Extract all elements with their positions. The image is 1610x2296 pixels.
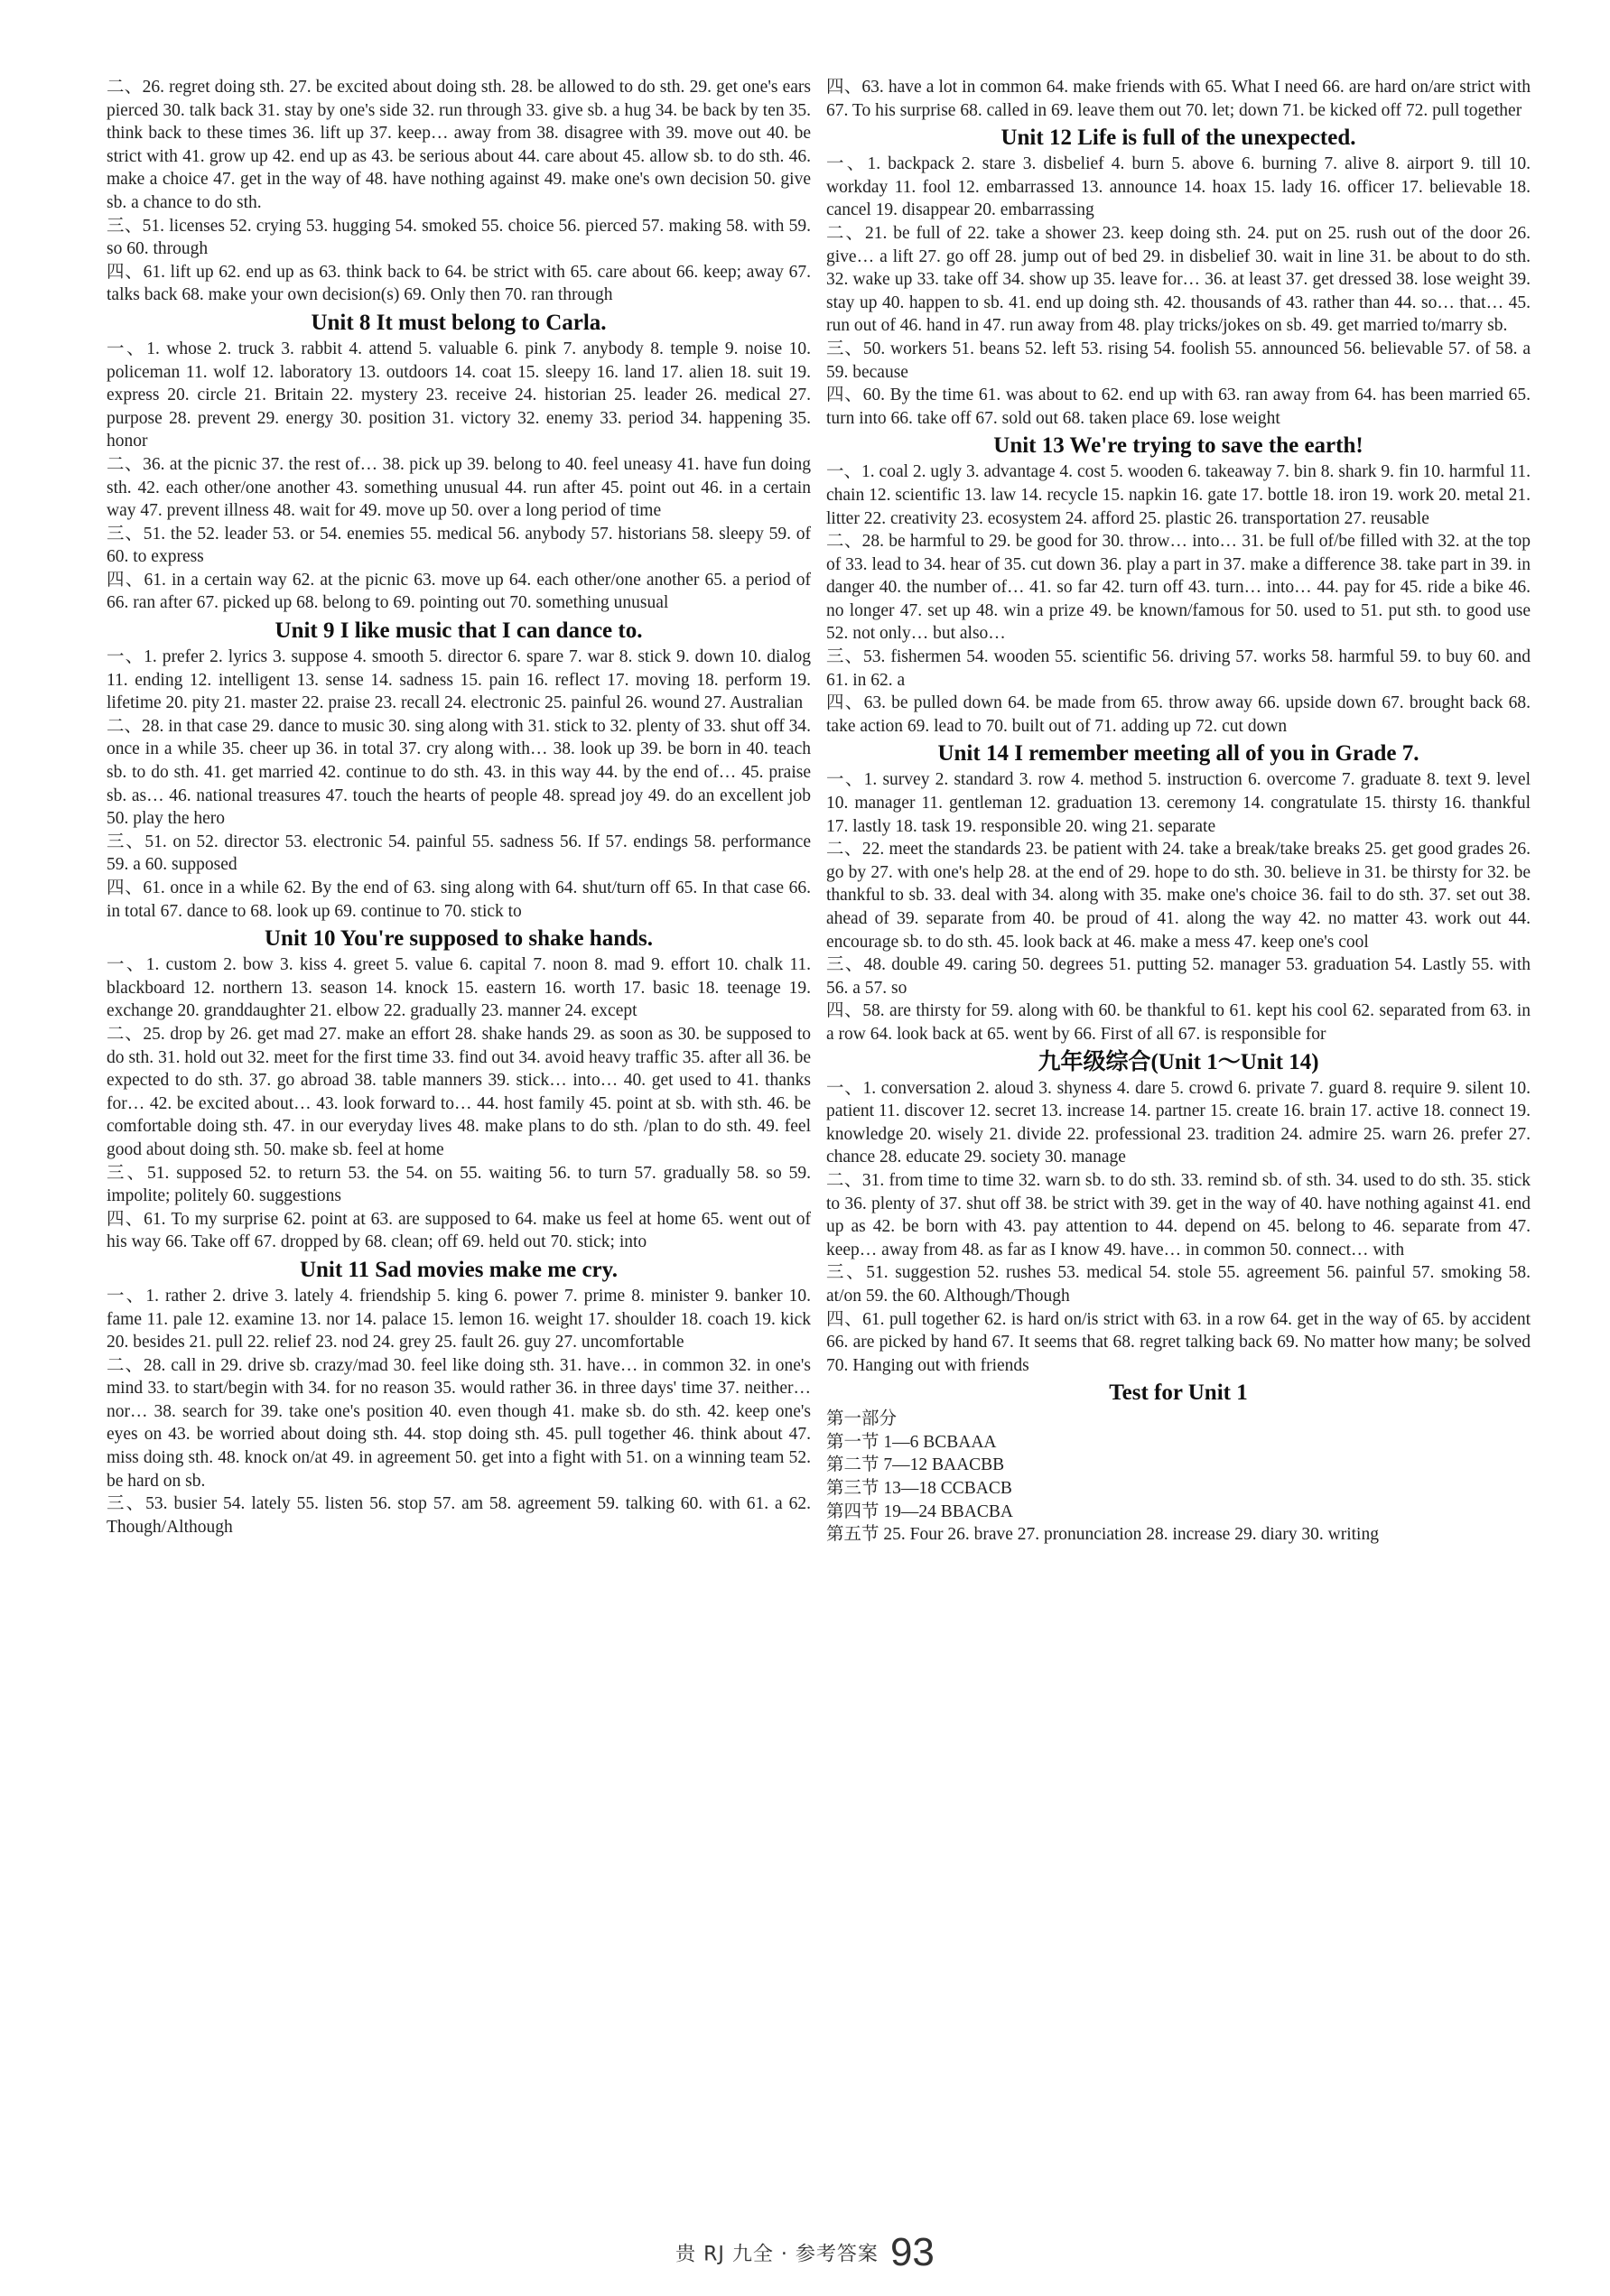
unit-heading: Unit 10 You're supposed to shake hands. xyxy=(265,926,653,952)
answer-block: 三、51. suggestion 52. rushes 53. medical 54. stole 55. agreement 56. painful 57. smoking 58. at/on 59. the 60. Although/Though xyxy=(826,1263,1531,1306)
answer-block: 一、1. conversation 2. aloud 3. shyness 4. dare 5. crowd 6. private 7. guard 8. require 9. silent 10. patient 11. discover 12. secret 13. increase 14. partner 15. create 16. brain 17. active 18. connect 19. knowledge 20. wisely 21. divide 22. professional 23. tradition 24. admire 25. warn 26. prefer 27. chance 28. educate 29. society 30. manage xyxy=(826,1078,1531,1167)
answer-block: 二、26. regret doing sth. 27. be excited about doing sth. 28. be allowed to do sth. 29. get one's ears pierced 30. talk back 31. stay by one's side 32. run through 33. give sb. a hug 34. be back by ten 35. think back to these times 36. lift up 37. keep… away from 38. disagree with 39. move out 40. be strict with 41. grow up 42. end up as 43. be serious about 44. care about 45. allow sb. to do sth. 46. make a choice 47. get in the way of 48. have nothing against 49. make one's own decision 50. give sb. a chance to do sth. xyxy=(107,78,811,212)
footer-label: 贵 RJ 九全 · 参考答案 xyxy=(675,2243,879,2266)
unit-heading: Unit 8 It must belong to Carla. xyxy=(311,310,607,335)
answer-block: 一、1. prefer 2. lyrics 3. suppose 4. smooth 5. director 6. spare 7. war 8. stick 9. down 10. dialog 11. ending 12. intelligent 13. sense 14. sadness 15. pain 16. reflect 17. moving 18. perform 19. lifetime 20. pity 21. master 22. praise 23. recall 24. electronic 25. painful 26. wound 27. Australian xyxy=(107,647,811,713)
unit-heading: Test for Unit 1 xyxy=(1109,1380,1248,1406)
unit-heading: 九年级综合(Unit 1～Unit 14) xyxy=(1038,1049,1319,1074)
unit-heading: Unit 14 I remember meeting all of you in Grade 7. xyxy=(937,741,1419,767)
answer-block: 第四节 19—24 BBACBA xyxy=(826,1501,1013,1521)
page-number: 93 xyxy=(889,2230,935,2274)
answer-block: 三、51. licenses 52. crying 53. hugging 54. smoked 55. choice 56. pierced 57. making 58. with 59. so 60. through xyxy=(107,216,811,259)
answer-block: 一、1. whose 2. truck 3. rabbit 4. attend 5. valuable 6. pink 7. anybody 8. temple 9. noise 10. policeman 11. wolf 12. laboratory 13. outdoors 14. coat 15. sleepy 16. land 17. alien 18. suit 19. express 20. circle 21. Britain 22. mystery 23. receive 24. historian 25. leader 26. medical 27. purpose 28. prevent 29. energy 30. position 31. victory 32. enemy 33. period 34. happening 35. honor xyxy=(107,339,811,451)
answer-block: 一、1. backpack 2. stare 3. disbelief 4. burn 5. above 6. burning 7. alive 8. airport 9. till 10. workday 11. fool 12. embarrassed 13. announce 14. hoax 15. lady 16. officer 17. believable 18. cancel 19. disappear 20. embarrassing xyxy=(826,154,1531,220)
unit-heading: Unit 9 I like music that I can dance to. xyxy=(275,618,643,644)
answer-block: 三、53. busier 54. lately 55. listen 56. stop 57. am 58. agreement 59. talking 60. with 61. a 62. Though/Although xyxy=(107,1494,811,1537)
page-footer xyxy=(0,2230,1610,2275)
answer-block: 四、63. be pulled down 64. be made from 65. throw away 66. upside down 67. brought back 68. take action 69. lead to 70. built out of 71. adding up 72. cut down xyxy=(826,693,1531,736)
answer-block: 三、53. fishermen 54. wooden 55. scientific 56. driving 57. works 58. harmful 59. to buy 60. and 61. in 62. a xyxy=(826,647,1531,690)
answer-block: 四、61. in a certain way 62. at the picnic 63. move up 64. each other/one another 65. a period of 66. ran after 67. picked up 68. belong to 69. pointing out 70. something unusual xyxy=(107,570,811,613)
left-column xyxy=(107,76,811,1538)
answer-block: 一、1. survey 2. standard 3. row 4. method 5. instruction 6. overcome 7. graduate 8. text 9. level 10. manager 11. gentleman 12. graduation 13. ceremony 14. congratulate 15. thirsty 16. thankful 17. lastly 18. task 19. responsible 20. wing 21. separate xyxy=(826,770,1531,836)
answer-block: 三、51. on 52. director 53. electronic 54. painful 55. sadness 56. If 57. endings 58. performance 59. a 60. supposed xyxy=(107,832,811,875)
answer-block: 二、28. call in 29. drive sb. crazy/mad 30. feel like doing sth. 31. have… in common 32. in one's mind 33. to start/begin with 34. for no reason 35. would rather 36. in three days' time 37. neither… nor… 38. search for 39. take one's position 40. even though 41. make sb. do sth. 42. keep one's eyes on 43. be worried about doing sth. 44. stop doing sth. 45. pull together 46. think about 47. miss doing sth. 48. knock on/at 49. in agreement 50. get into a fight with 51. on a winning team 52. be hard on sb. xyxy=(107,1355,811,1491)
answer-block: 二、28. in that case 29. dance to music 30. sing along with 31. stick to 32. plenty of 33. shut off 34. once in a while 35. cheer up 36. in total 37. cry along with… 38. look up 39. be born in 40. teach sb. to do sth. 41. get married 42. continue to do sth. 43. in this way 44. by the end of… 45. praise sb. as… 46. national treasures 47. touch the hearts of people 48. spread joy 49. do an excellent job 50. play the hero xyxy=(107,716,811,829)
answer-block: 四、63. have a lot in common 64. make friends with 65. What I need 66. are hard on/are strict with 67. To his surprise 68. called in 69. leave them out 70. let; down 71. be kicked off 72. pull together xyxy=(826,78,1531,120)
answer-block: 三、51. the 52. leader 53. or 54. enemies 55. medical 56. anybody 57. historians 58. sleepy 59. of 60. to express xyxy=(107,524,811,567)
answer-block: 二、22. meet the standards 23. be patient with 24. take a break/take breaks 25. get good grades 26. go by 27. with one's help 28. at the end of 29. hope to do sth. 30. believe in 31. be thirsty for 32. be thankful to sb. 33. deal with 34. along with 35. make one's choice 36. fail to do sth. 37. set out 38. ahead of 39. separate from 40. be proud of 41. along the way 42. no matter 43. work out 44. encourage sb. to do sth. 45. look back at 46. make a mess 47. keep one's cool xyxy=(826,840,1531,952)
answer-block: 四、60. By the time 61. was about to 62. end up with 63. ran away from 64. has been married 65. turn into 66. take off 67. sold out 68. taken place 69. lose weight xyxy=(826,386,1531,428)
answer-block: 二、21. be full of 22. take a shower 23. keep doing sth. 24. put on 25. rush out of the door 26. give… a lift 27. go off 28. jump out of bed 29. in disbelief 30. wait in line 31. be about to do sth. 32. wake up 33. take off 34. show up 35. leave for… 36. at least 37. get dressed 38. lose weight 39. stay up 40. happen to sb. 41. end up doing sth. 42. thousands of 43. rather than 44. so… that… 45. run out of 46. hand in 47. run away from 48. play tricks/jokes on sb. 49. get married to/marry sb. xyxy=(826,223,1531,336)
answer-block: 第一节 1—6 BCBAAA xyxy=(826,1432,997,1452)
right-column xyxy=(826,76,1531,1547)
answer-block: 三、50. workers 51. beans 52. left 53. rising 54. foolish 55. announced 56. believable 57. of 58. a 59. because xyxy=(826,339,1531,382)
answer-block: 一、1. custom 2. bow 3. kiss 4. greet 5. value 6. capital 7. noon 8. mad 9. effort 10. chalk 11. blackboard 12. northern 13. season 14. knock 15. eastern 16. worth 17. basic 18. teenage 19. exchange 20. granddaughter 21. elbow 22. gradually 23. manner 24. except xyxy=(107,955,811,1021)
answer-block: 四、61. To my surprise 62. point at 63. are supposed to 64. make us feel at home 65. went out of his way 66. Take off 67. dropped by 68. clean; off 69. held out 70. stick; into xyxy=(107,1209,811,1252)
answer-block: 四、61. pull together 62. is hard on/is strict with 63. in a row 64. get in the way of 65. by accident 66. are picked by hand 67. It seems that 68. regret talking back 69. No matter how many; be solved 70. Hanging out with friends xyxy=(826,1309,1531,1375)
unit-heading: Unit 13 We're trying to save the earth! xyxy=(993,433,1363,459)
answer-block: 四、61. once in a while 62. By the end of 63. sing along with 64. shut/turn off 65. In that case 66. in total 67. dance to 68. look up 69. continue to 70. stick to xyxy=(107,878,811,921)
answer-block: 四、58. are thirsty for 59. along with 60. be thankful to 61. kept his cool 62. separated from 63. in a row 64. look back at 65. went by 66. First of all 67. is responsible for xyxy=(826,1001,1531,1044)
answer-block: 第五节 25. Four 26. brave 27. pronunciation 28. increase 29. diary 30. writing xyxy=(826,1525,1379,1545)
answer-block: 第一部分 xyxy=(826,1409,898,1429)
answer-block: 三、48. double 49. caring 50. degrees 51. putting 52. manager 53. graduation 54. Lastly 55. with 56. a 57. so xyxy=(826,955,1531,998)
answer-block: 第三节 13—18 CCBACB xyxy=(826,1479,1012,1499)
answer-block: 一、1. rather 2. drive 3. lately 4. friendship 5. king 6. power 7. prime 8. minister 9. banker 10. fame 11. pale 12. examine 13. nor 14. palace 15. lemon 16. weight 17. shoulder 18. coach 19. kick 20. besides 21. pull 22. relief 23. nod 24. grey 25. fault 26. guy 27. uncomfortable xyxy=(107,1286,811,1353)
unit-heading: Unit 11 Sad movies make me cry. xyxy=(299,1257,619,1282)
unit-heading: Unit 12 Life is full of the unexpected. xyxy=(1000,125,1356,151)
answer-block: 二、25. drop by 26. get mad 27. make an effort 28. shake hands 29. as soon as 30. be supposed to do sth. 31. hold out 32. meet for the first time 33. find out 34. avoid heavy traffic 35. after all 36. be expected to do sth. 37. go abroad 38. table manners 39. stick… into… 40. get used to 41. thanks for… 42. be excited about… 43. look forward to… 44. host family 45. point at sb. with sth. 46. be comfortable doing sth. 47. in our everyday lives 48. make plans to do sth. /plan to do sth. 49. feel good about doing sth. 50. make sb. feel at home xyxy=(107,1024,811,1159)
answer-block: 二、31. from time to time 32. warn sb. to do sth. 33. remind sb. of sth. 34. used to do sth. 35. stick to 36. plenty of 37. shut off 38. be strict with 39. get in the way of 40. have nothing against 41. end up as 42. be born with 43. pay attention to 44. depend on 45. belong to 46. separate from 47. keep… away from 48. as far as I know 49. have… in common 50. connect… with xyxy=(826,1170,1531,1260)
answer-block: 第二节 7—12 BAACBB xyxy=(826,1455,1005,1475)
answer-block: 二、36. at the picnic 37. the rest of… 38. pick up 39. belong to 40. feel uneasy 41. have fun doing sth. 42. each other/one another 43. something unusual 44. run after 45. point out 46. in a certain way 47. prevent illness 48. wait for 49. move up 50. over a long period of time xyxy=(107,454,811,521)
answer-block: 二、28. be harmful to 29. be good for 30. throw… into… 31. be full of/be filled with 32. at the top of 33. lead to 34. hear of 35. cut down 36. play a part in 37. make a difference 38. take part in 39. in danger 40. the number of… 41. so far 42. turn off 43. turn… into… 44. pay for 45. ride a bike 46. no longer 47. set up 48. win a prize 49. be known/famous for 50. used to 51. put sth. to good use 52. not only… but also… xyxy=(826,532,1531,644)
answer-block: 一、1. coal 2. ugly 3. advantage 4. cost 5. wooden 6. takeaway 7. bin 8. shark 9. fin 10. harmful 11. chain 12. scientific 13. law 14. recycle 15. napkin 16. gate 17. bottle 18. iron 19. work 20. metal 21. litter 22. creativity 23. ecosystem 24. afford 25. plastic 26. transportation 27. reusable xyxy=(826,462,1531,528)
answer-block: 三、51. supposed 52. to return 53. the 54. on 55. waiting 56. to turn 57. gradually 58. so 59. impolite; politely 60. suggestions xyxy=(107,1163,811,1206)
answer-block: 四、61. lift up 62. end up as 63. think back to 64. be strict with 65. care about 66. keep; away 67. talks back 68. make your own decision(s) 69. Only then 70. ran through xyxy=(107,262,811,305)
